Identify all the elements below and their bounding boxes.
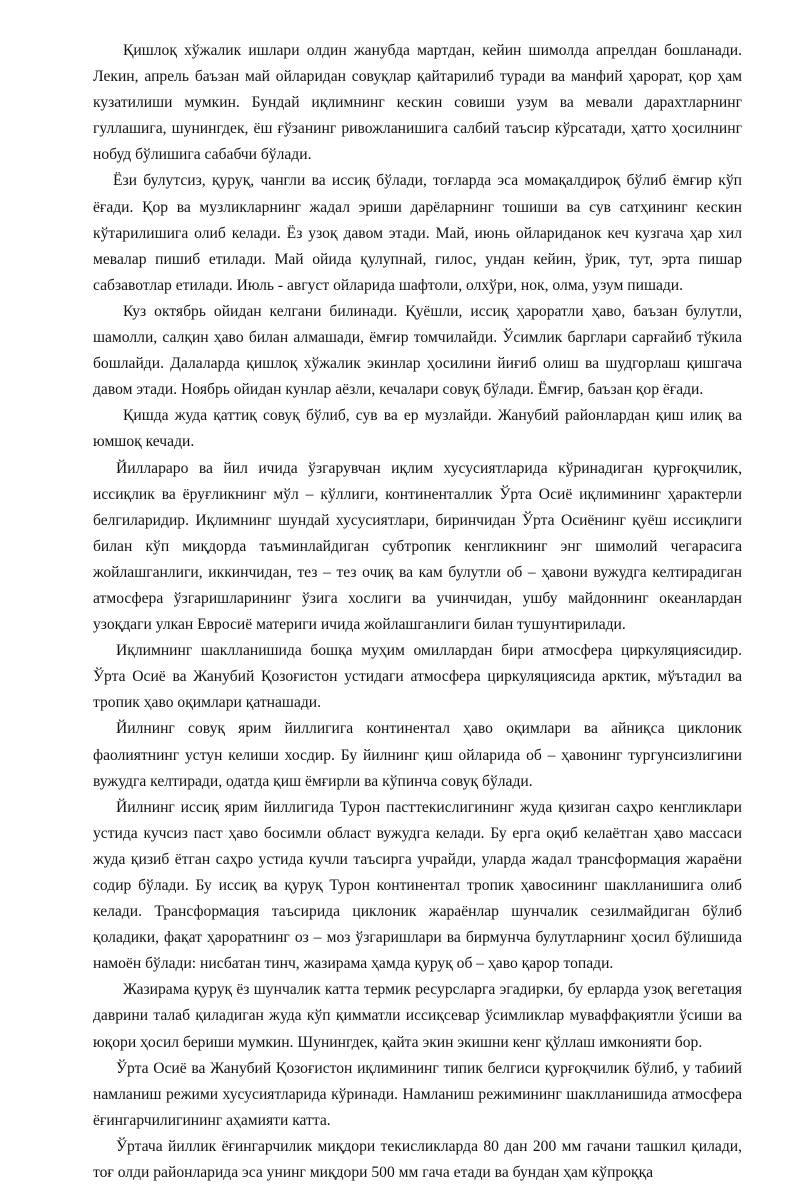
paragraph-thermal-resources: Жазирама қуруқ ёз шунчалик катта термик ресурсларга эгадирки, бу ерларда узоқ вегетация даврини талаб қиладиган жуда кўп қимматли иссиқсевар ўсимликлар муваффақиятли ўсиши ва юқори ҳосил бериши мумкин. Шунингдек, қайта экин экишни кенг қўллаш имконияти бор. bbox=[93, 981, 742, 1051]
paragraph-drought: Ўрта Осиё ва Жанубий Қозоғистон иқлимининг типик белгиси қурғоқчилик бўлиб, у табиий намланиш режими хусусиятларида кўринади. Намланиш режимининг шаклланишида атмосфера ёғингарчилигининг аҳамияти катта. bbox=[93, 1059, 742, 1129]
paragraph-atmospheric-circulation: Иқлимнинг шаклланишида бошқа муҳим омиллардан бири атмосфера циркуляциясидир. Ўрта Осиё ва Жанубий Қозоғистон устидаги атмосфера циркуляциясида арктик, мўътадил ва тропик ҳаво оқимлари қатнашади. bbox=[93, 642, 742, 712]
paragraph-precipitation: Ўртача йиллик ёғингарчилик миқдори текисликларда 80 дан 200 мм гачани ташкил қилади, тоғ олди районларида эса унинг миқдори 500 мм гача етади ва бундан ҳам кўпроққа bbox=[93, 1137, 742, 1182]
document-page bbox=[93, 38, 742, 1186]
paragraph-spring: Қишлоқ хўжалик ишлари олдин жанубда мартдан, кейин шимолда апрелдан бошланади. Лекин, апрель баъзан май ойларидан совуқлар қайтарилиб туради ва манфий ҳарорат, қор ҳам кузатилиши мумкин. Бундай иқлимнинг кескин совиши узум ва мевали дарахтларнинг гуллашига, шунингдек, ёш ғўзанинг ривожланишига салбий таъсир кўрсатади, ҳатто ҳосилнинг нобуд бўлишига сабабчи бўлади. bbox=[93, 42, 742, 164]
paragraph-winter: Қишда жуда қаттиқ совуқ бўлиб, сув ва ер музлайди. Жанубий районлардан қиш илиқ ва юмшоқ кечади. bbox=[93, 407, 742, 451]
paragraph-warm-half-year: Йилнинг иссиқ ярим йиллигида Турон пасттекислигининг жуда қизиган саҳро кенгликлари устида кучсиз паст ҳаво босимли област вужудга келади. Бу ерга оқиб келаётган ҳаво массаси жуда қизиб ётган саҳро устида кучли таъсирга учрайди, уларда жадал трансформация жараёни содир бўлади. Бу иссиқ ва қуруқ Турон континентал тропик ҳавосининг шаклланишига олиб келади. Трансформация таъсирида циклоник жараёнлар шунчалик сезилмайдиган бўлиб қоладики, фақат ҳароратнинг оз – моз ўзгаришлари ва бирмунча булутларнинг ҳосил бўлишида намоён бўлади: нисбатан тинч, жазирама ҳамда қуруқ об – ҳаво қарор топади. bbox=[93, 798, 742, 973]
paragraph-autumn: Куз октябрь ойидан келгани билинади. Қуёшли, иссиқ ҳароратли ҳаво, баъзан булутли, шамолли, салқин ҳаво билан алмашади, ёмғир томчилайди. Ўсимлик барглари сарғайиб тўкила бошлайди. Далаларда қишлоқ хўжалик экинлар ҳосилини йиғиб олиш ва шудгорлаш қишгача давом этади. Ноябрь ойидан кунлар аёзли, кечалари совуқ бўлади. Ёмғир, баъзан қор ёғади. bbox=[93, 302, 742, 399]
paragraph-summer: Ёзи булутсиз, қуруқ, чангли ва иссиқ бўлади, тоғларда эса момақалдироқ бўлиб ёмғир кўп ёғади. Қор ва музликларнинг жадал эриши дарёларнинг тошиши ва сув сатҳининг кескин кўтарилишига олиб келади. Ёз узоқ давом этади. Май, июнь ойлариданок кеч кузгача ҳар хил мевалар пишиб етилади. Май ойида қулупнай, гилос, ундан кейин, ўрик, тут, эрта пишар сабзавотлар етилади. Июль - август ойларида шафтоли, олхўри, нок, олма, узум пишади. bbox=[93, 172, 742, 294]
paragraph-climate-features: Йилларaро ва йил ичида ўзгарувчан иқлим хусусиятларида кўринадиган қурғоқчилик, иссиқлик ва ёруғликнинг мўл – кўллиги, континенталлик Ўрта Осиё иқлимининг ҳарактерли белгиларидир. Иқлимнинг шундай хусусиятлари, биринчидан Ўрта Осиёнинг қуёш иссиқлиги билан кўп миқдорда таъминлайдиган субтропик кенгликнинг энг шимолий чегарасига жойлашганлиги, иккинчидан, тез – тез очиқ ва кам булутли об – ҳавони вужудга келтирадиган атмосфера ўзгаришларининг ўзига хослиги ва учинчидан, ушбу майдоннинг океанлардан узоқдаги улкан Евросиё материги ичида жойлашганлиги билан тушунтирилади. bbox=[93, 459, 742, 634]
paragraph-cold-half-year: Йилнинг совуқ ярим йиллигига континентал ҳаво оқимлари ва айниқса циклоник фаолиятнинг устун келиши хосдир. Бу йилнинг қиш ойларида об – ҳавонинг тургунсизлигини вужудга келтиради, одатда қиш ёмғирли ва кўпинча совуқ бўлади. bbox=[93, 720, 742, 790]
